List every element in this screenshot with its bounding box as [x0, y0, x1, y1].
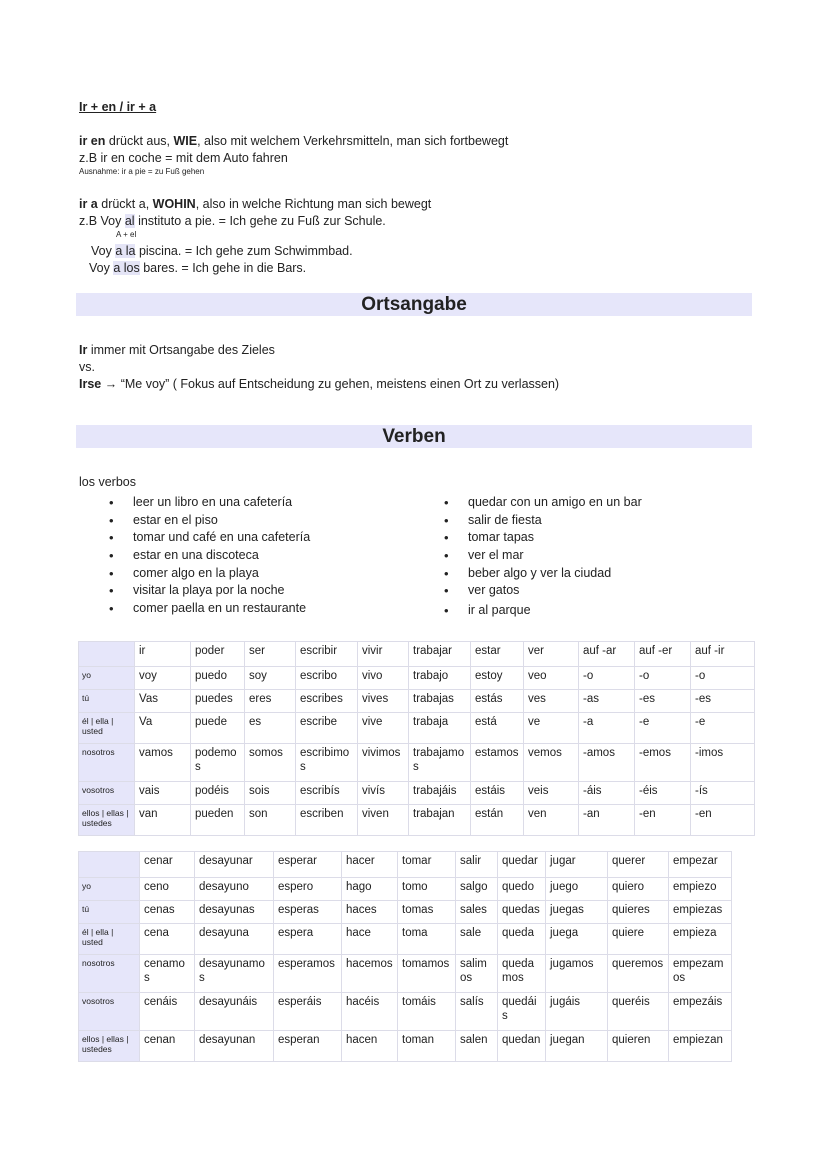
- ir-a-example-1: [79, 213, 386, 229]
- table-cell: -es: [635, 690, 691, 713]
- conjugation-table-2: [78, 851, 732, 1062]
- list-item: • visitar la playa por la noche: [109, 582, 310, 600]
- table-cell: escribís: [296, 782, 358, 805]
- table-cell: trabajan: [409, 805, 471, 836]
- table-cell: -as: [579, 690, 635, 713]
- list-item: • ir al parque: [444, 602, 642, 620]
- table-cell: cenan: [140, 1031, 195, 1062]
- ex3-highlight: a los: [113, 261, 140, 275]
- table-cell: ceno: [140, 878, 195, 901]
- table-cell: estáis: [471, 782, 524, 805]
- table-cell: voy: [135, 667, 191, 690]
- row-label: nosotros: [79, 955, 140, 993]
- row-label: tú: [79, 690, 135, 713]
- row-label: vosotros: [79, 782, 135, 805]
- table-cell: juegas: [546, 901, 608, 924]
- table-header-cell: [79, 852, 140, 878]
- table-cell: desayunan: [195, 1031, 274, 1062]
- table-header-cell: [79, 642, 135, 667]
- table-cell: estoy: [471, 667, 524, 690]
- table-cell: trabajáis: [409, 782, 471, 805]
- conjugation-table-1: [78, 641, 755, 836]
- table-cell: quiero: [608, 878, 669, 901]
- wie-keyword: WIE: [173, 134, 198, 148]
- ex3-post: bares. = Ich gehe in die Bars.: [139, 261, 307, 275]
- table-cell: -amos: [579, 744, 635, 782]
- table-cell: toma: [398, 924, 456, 955]
- table-cell: escribimos: [296, 744, 358, 782]
- table-cell: queréis: [608, 993, 669, 1031]
- table-cell: esperáis: [274, 993, 342, 1031]
- table-cell: -ís: [691, 782, 755, 805]
- table-row: [79, 924, 732, 955]
- table-cell: escribe: [296, 713, 358, 744]
- row-label: él | ella | usted: [79, 713, 135, 744]
- list-item: • leer un libro en una cafetería: [109, 494, 310, 512]
- table-cell: quiere: [608, 924, 669, 955]
- table-cell: queda: [498, 924, 546, 955]
- verben-heading-band: [76, 425, 752, 448]
- table-cell: hacéis: [342, 993, 398, 1031]
- list-item: • ver el mar: [444, 547, 642, 565]
- ex1-highlight: al: [124, 214, 135, 228]
- ex1-pre: z.B Voy: [79, 214, 125, 228]
- table-row: [79, 667, 755, 690]
- table-cell: trabajas: [409, 690, 471, 713]
- ir-a-example-3: [89, 260, 306, 276]
- table-cell: puedes: [191, 690, 245, 713]
- verbs-list-left: [109, 494, 310, 618]
- ortsangabe-line-1-text: immer mit Ortsangabe des Zieles: [87, 343, 275, 357]
- list-item: • estar en el piso: [109, 512, 310, 530]
- ir-en-exception: Ausnahme: ir a pie = zu Fuß gehen: [79, 167, 205, 176]
- table-cell: esperan: [274, 1031, 342, 1062]
- table-cell: quieres: [608, 901, 669, 924]
- table-cell: cenas: [140, 901, 195, 924]
- table-cell: pueden: [191, 805, 245, 836]
- verben-heading: Verben: [382, 426, 446, 447]
- ir-en-text-2: , also mit welchem Verkehrsmitteln, man sich fortbewegt: [197, 134, 509, 148]
- table-header-cell: cenar: [140, 852, 195, 878]
- table-header-cell: tomar: [398, 852, 456, 878]
- table-cell: -o: [579, 667, 635, 690]
- ex2-highlight: a la: [115, 244, 136, 258]
- table-cell: salís: [456, 993, 498, 1031]
- table-header-cell: auf -ir: [691, 642, 755, 667]
- list-item: • estar en una discoteca: [109, 547, 310, 565]
- ex1-post: instituto a pie. = Ich gehe zu Fuß zur Schule.: [134, 214, 386, 228]
- table-cell: escribo: [296, 667, 358, 690]
- table-cell: ven: [524, 805, 579, 836]
- list-item: • comer paella en un restaurante: [109, 600, 310, 618]
- table-header-cell: ver: [524, 642, 579, 667]
- table-header-cell: desayunar: [195, 852, 274, 878]
- table-header-cell: poder: [191, 642, 245, 667]
- table-row: [79, 690, 755, 713]
- ex3-pre: Voy: [89, 261, 114, 275]
- table-cell: desayunáis: [195, 993, 274, 1031]
- table-cell: somos: [245, 744, 296, 782]
- table-cell: quedas: [498, 901, 546, 924]
- table-row: [79, 901, 732, 924]
- table-cell: -en: [635, 805, 691, 836]
- verbs-list-right: [444, 494, 642, 618]
- table-row: [79, 1031, 732, 1062]
- list-item: • beber algo y ver la ciudad: [444, 565, 642, 583]
- table-row: [79, 713, 755, 744]
- table-cell: juega: [546, 924, 608, 955]
- table-header-cell: hacer: [342, 852, 398, 878]
- table-header-cell: empezar: [669, 852, 732, 878]
- table-cell: haces: [342, 901, 398, 924]
- verbs-intro: los verbos: [79, 475, 136, 489]
- table-cell: -en: [691, 805, 755, 836]
- table-header-cell: ser: [245, 642, 296, 667]
- table-cell: cenamos: [140, 955, 195, 993]
- ortsangabe-vs: vs.: [79, 360, 95, 374]
- table-cell: empiezas: [669, 901, 732, 924]
- list-item: • tomar und café en una cafetería: [109, 529, 310, 547]
- table-cell: veo: [524, 667, 579, 690]
- ir-en-term: ir en: [79, 134, 106, 148]
- table-cell: -o: [691, 667, 755, 690]
- table-cell: Va: [135, 713, 191, 744]
- table-header-cell: ir: [135, 642, 191, 667]
- table-cell: viven: [358, 805, 409, 836]
- row-label: él | ella | usted: [79, 924, 140, 955]
- ortsangabe-line-3: [79, 376, 559, 392]
- table-cell: podemos: [191, 744, 245, 782]
- table-row: [79, 878, 732, 901]
- table-cell: desayuna: [195, 924, 274, 955]
- list-item: • salir de fiesta: [444, 512, 642, 530]
- table-cell: podéis: [191, 782, 245, 805]
- table-cell: queremos: [608, 955, 669, 993]
- table-cell: quedo: [498, 878, 546, 901]
- table-cell: tomo: [398, 878, 456, 901]
- table-cell: -e: [691, 713, 755, 744]
- table-cell: hace: [342, 924, 398, 955]
- ir-a-explanation: [79, 196, 431, 212]
- ir-en-text-1: drückt aus,: [105, 134, 174, 148]
- table-cell: vamos: [135, 744, 191, 782]
- table-cell: puedo: [191, 667, 245, 690]
- table-row: [79, 993, 732, 1031]
- table-cell: son: [245, 805, 296, 836]
- table-header-cell: querer: [608, 852, 669, 878]
- ortsangabe-heading: Ortsangabe: [361, 294, 467, 315]
- table-cell: es: [245, 713, 296, 744]
- table-cell: quedan: [498, 1031, 546, 1062]
- ex2-pre: Voy: [91, 244, 116, 258]
- ex2-post: piscina. = Ich gehe zum Schwimmbad.: [135, 244, 353, 258]
- table-header-cell: estar: [471, 642, 524, 667]
- table-cell: salgo: [456, 878, 498, 901]
- table-cell: quedáis: [498, 993, 546, 1031]
- table-cell: ve: [524, 713, 579, 744]
- row-label: ellos | ellas | ustedes: [79, 1031, 140, 1062]
- table-row: [79, 805, 755, 836]
- table-cell: trabaja: [409, 713, 471, 744]
- table-cell: tomamos: [398, 955, 456, 993]
- table-cell: desayunamos: [195, 955, 274, 993]
- table-cell: empezáis: [669, 993, 732, 1031]
- table-cell: trabajamos: [409, 744, 471, 782]
- table-cell: -a: [579, 713, 635, 744]
- table-header-cell: quedar: [498, 852, 546, 878]
- table-cell: jugáis: [546, 993, 608, 1031]
- table-header-cell: escribir: [296, 642, 358, 667]
- table-cell: empezamos: [669, 955, 732, 993]
- table-header-cell: trabajar: [409, 642, 471, 667]
- table-header-cell: auf -er: [635, 642, 691, 667]
- ir-term: Ir: [79, 343, 88, 357]
- table-cell: juegan: [546, 1031, 608, 1062]
- table-cell: trabajo: [409, 667, 471, 690]
- row-label: yo: [79, 878, 140, 901]
- table-cell: están: [471, 805, 524, 836]
- table-cell: ves: [524, 690, 579, 713]
- ortsangabe-line-3-text: → “Me voy” ( Fokus auf Entscheidung zu gehen, meistens einen Ort zu verlassen): [101, 377, 560, 391]
- table-cell: -áis: [579, 782, 635, 805]
- table-cell: hacemos: [342, 955, 398, 993]
- table-row: [79, 955, 732, 993]
- table-cell: tomáis: [398, 993, 456, 1031]
- table-cell: jugamos: [546, 955, 608, 993]
- table-cell: sales: [456, 901, 498, 924]
- row-label: tú: [79, 901, 140, 924]
- table-cell: empiezo: [669, 878, 732, 901]
- table-header-cell: auf -ar: [579, 642, 635, 667]
- list-item: • tomar tapas: [444, 529, 642, 547]
- table-cell: empiezan: [669, 1031, 732, 1062]
- table-header-cell: esperar: [274, 852, 342, 878]
- table-cell: estamos: [471, 744, 524, 782]
- table-cell: quieren: [608, 1031, 669, 1062]
- table-cell: -an: [579, 805, 635, 836]
- table-cell: espero: [274, 878, 342, 901]
- wohin-keyword: WOHIN: [152, 197, 196, 211]
- a-el-note: A + el: [116, 230, 137, 239]
- table-cell: esperas: [274, 901, 342, 924]
- table-cell: -éis: [635, 782, 691, 805]
- table-cell: veis: [524, 782, 579, 805]
- table-cell: tomas: [398, 901, 456, 924]
- table-cell: salen: [456, 1031, 498, 1062]
- list-item: • ver gatos: [444, 582, 642, 600]
- ir-a-example-2: [91, 243, 353, 259]
- table-cell: toman: [398, 1031, 456, 1062]
- ir-en-example: z.B ir en coche = mit dem Auto fahren: [79, 151, 288, 165]
- table-cell: -imos: [691, 744, 755, 782]
- table-header-row: [79, 852, 732, 878]
- table-cell: empieza: [669, 924, 732, 955]
- table-cell: van: [135, 805, 191, 836]
- table-cell: -e: [635, 713, 691, 744]
- table-cell: -emos: [635, 744, 691, 782]
- table-cell: hago: [342, 878, 398, 901]
- table-cell: vivís: [358, 782, 409, 805]
- table-cell: cena: [140, 924, 195, 955]
- table-cell: está: [471, 713, 524, 744]
- table-cell: -o: [635, 667, 691, 690]
- table-header-cell: salir: [456, 852, 498, 878]
- table-cell: espera: [274, 924, 342, 955]
- ir-a-term: ir a: [79, 197, 98, 211]
- table-cell: salimos: [456, 955, 498, 993]
- table-cell: desayuno: [195, 878, 274, 901]
- ir-a-text-2: , also in welche Richtung man sich bewegt: [195, 197, 432, 211]
- row-label: ellos | ellas | ustedes: [79, 805, 135, 836]
- table-cell: vive: [358, 713, 409, 744]
- table-cell: sale: [456, 924, 498, 955]
- table-cell: sois: [245, 782, 296, 805]
- table-header-cell: vivir: [358, 642, 409, 667]
- table-cell: eres: [245, 690, 296, 713]
- row-label: nosotros: [79, 744, 135, 782]
- table-row: [79, 782, 755, 805]
- table-cell: vivimos: [358, 744, 409, 782]
- table-cell: hacen: [342, 1031, 398, 1062]
- list-item: • quedar con un amigo en un bar: [444, 494, 642, 512]
- irse-term: Irse: [79, 377, 102, 391]
- table-cell: esperamos: [274, 955, 342, 993]
- row-label: vosotros: [79, 993, 140, 1031]
- table-cell: vives: [358, 690, 409, 713]
- table-header-row: [79, 642, 755, 667]
- table-cell: vais: [135, 782, 191, 805]
- ortsangabe-heading-band: [76, 293, 752, 316]
- ortsangabe-line-1: [79, 342, 275, 358]
- table-cell: escribes: [296, 690, 358, 713]
- ir-en-explanation: [79, 133, 508, 149]
- list-item: • comer algo en la playa: [109, 565, 310, 583]
- table-cell: juego: [546, 878, 608, 901]
- table-header-cell: jugar: [546, 852, 608, 878]
- ir-a-text-1: drückt a,: [97, 197, 153, 211]
- table-cell: soy: [245, 667, 296, 690]
- table-cell: estás: [471, 690, 524, 713]
- table-row: [79, 744, 755, 782]
- table-cell: puede: [191, 713, 245, 744]
- table-cell: quedamos: [498, 955, 546, 993]
- table-cell: -es: [691, 690, 755, 713]
- table-cell: desayunas: [195, 901, 274, 924]
- table-cell: escriben: [296, 805, 358, 836]
- table-cell: vemos: [524, 744, 579, 782]
- table-cell: Vas: [135, 690, 191, 713]
- row-label: yo: [79, 667, 135, 690]
- section-title-ir: Ir + en / ir + a: [79, 100, 157, 114]
- table-cell: vivo: [358, 667, 409, 690]
- table-cell: cenáis: [140, 993, 195, 1031]
